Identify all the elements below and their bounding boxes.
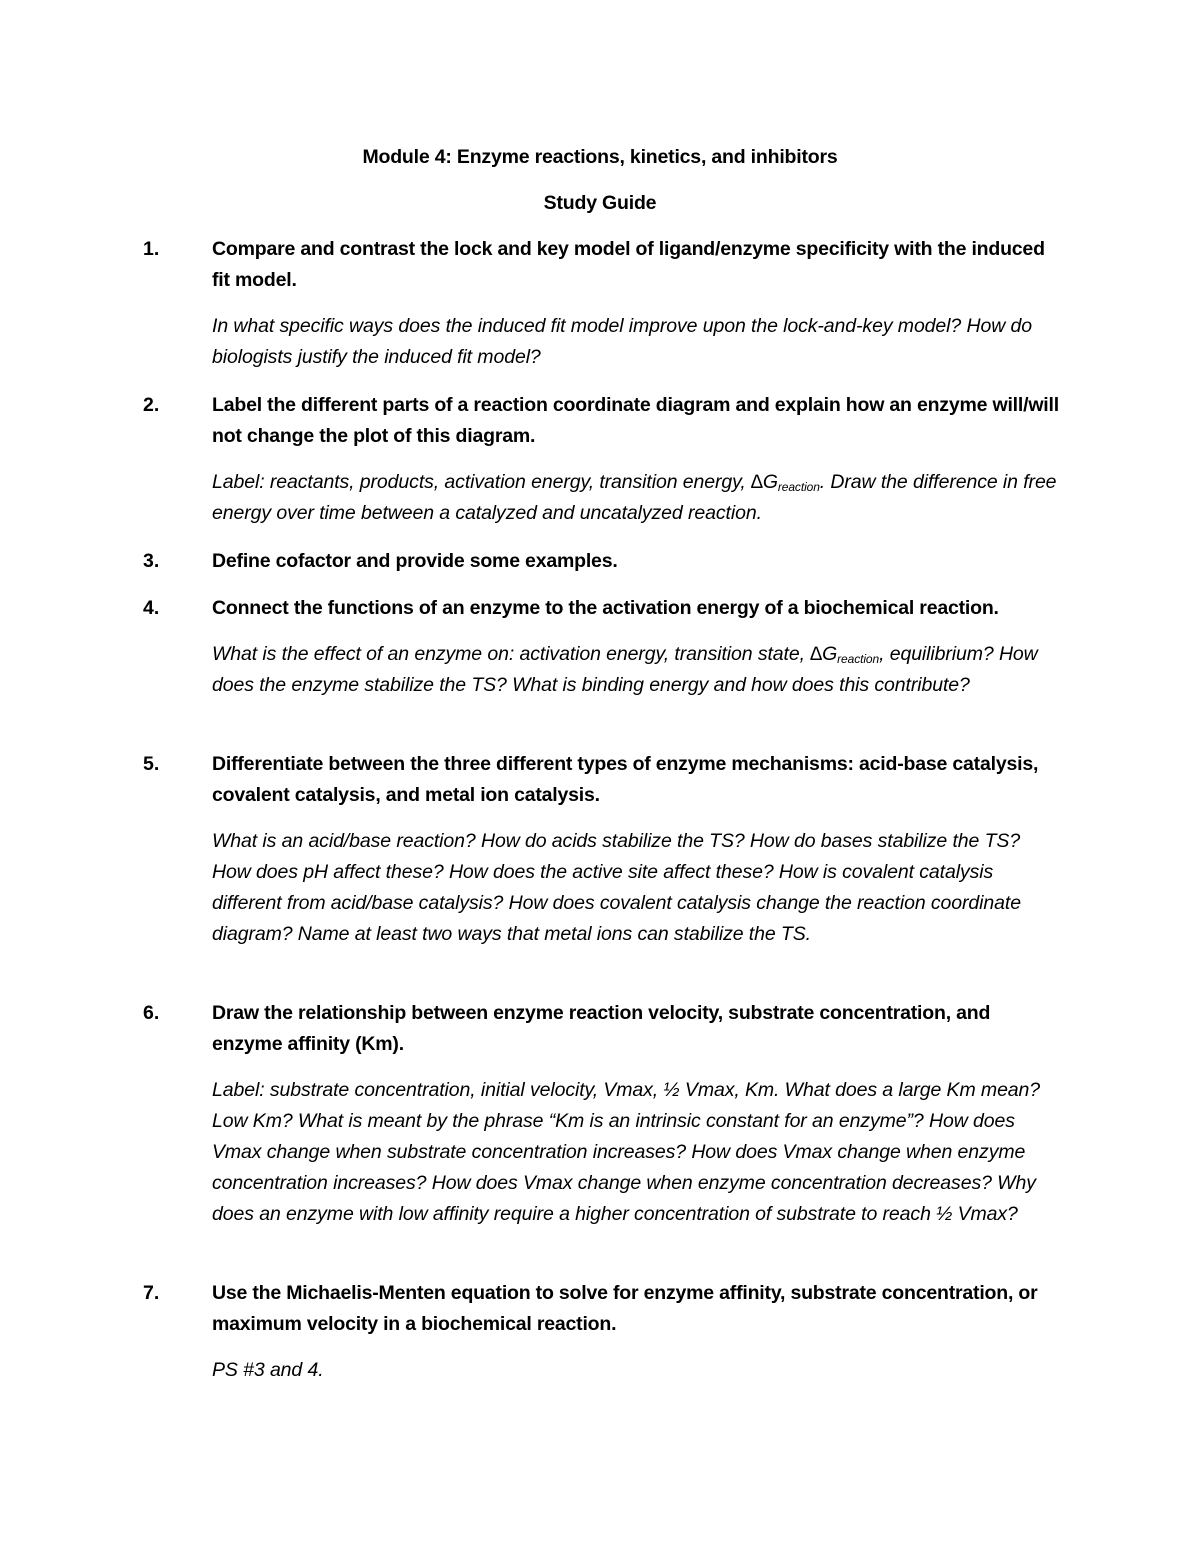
question-note: PS #3 and 4. [212, 1359, 324, 1381]
question-number: 6. [143, 1002, 160, 1024]
question-number: 7. [143, 1282, 160, 1304]
question-text: Draw the relationship between enzyme reaction velocity, substrate concentration, and enzyme affinity (Km). [212, 1002, 991, 1055]
page-title: Module 4: Enzyme reactions, kinetics, and inhibitors [362, 146, 838, 168]
question-number: 4. [143, 597, 160, 619]
question-item-5 [143, 749, 1063, 950]
question-item-6 [143, 998, 1063, 1230]
delta-g-symbol: ∆G [810, 643, 838, 665]
question-number: 3. [143, 550, 160, 572]
question-text: Compare and contrast the lock and key model of ligand/enzyme specificity with the induced fit model. [212, 238, 1045, 291]
note-text-after: , equilibrium? How does the enzyme stabilize the TS? What is binding energy and how does this contribute? [212, 643, 1038, 696]
question-number: 2. [143, 394, 160, 416]
question-item-1 [143, 234, 1063, 373]
question-note: What is an acid/base reaction? How do acids stabilize the TS? How do bases stabilize the TS? How does pH affect these? How does the active site affect these? How is covalent catalysis different from acid/base catalysis? How does covalent catalysis change the reaction coordinate diagram? Name at least two ways that metal ions can stabilize the TS. [212, 830, 1021, 945]
question-text: Define cofactor and provide some examples. [212, 550, 618, 572]
note-text-before: Label: reactants, products, activation energy, transition energy, [212, 471, 751, 493]
note-text-after: . Draw the difference in free energy over time between a catalyzed and uncatalyzed reaction. [212, 471, 1057, 524]
delta-g-subscript: reaction [837, 652, 880, 666]
page-subtitle: Study Guide [543, 192, 657, 214]
question-item-7 [143, 1278, 1063, 1386]
question-text: Differentiate between the three different types of enzyme mechanisms: acid-base catalysis, covalent catalysis, and metal ion catalysis. [212, 753, 1039, 806]
question-number: 1. [143, 238, 160, 260]
question-note [212, 639, 1063, 701]
delta-g-subscript: reaction [777, 480, 820, 494]
question-item-2 [143, 390, 1063, 529]
question-item-3 [143, 546, 1063, 577]
question-text: Connect the functions of an enzyme to the activation energy of a biochemical reaction. [212, 597, 999, 619]
delta-g-symbol: ∆G [750, 471, 778, 493]
question-note [212, 467, 1063, 529]
note-text-before: What is the effect of an enzyme on: activation energy, transition state, [212, 643, 811, 665]
question-text: Label the different parts of a reaction coordinate diagram and explain how an enzyme will/will not change the plot of this diagram. [212, 394, 1059, 447]
question-note: Label: substrate concentration, initial velocity, Vmax, ½ Vmax, Km. What does a large Km mean? Low Km? What is meant by the phrase “Km is an intrinsic constant for an enzyme”? How does Vmax change when substrate concentration increases? How does Vmax change when enzyme concentration increases? How does Vmax change when enzyme concentration decreases? Why does an enzyme with low affinity require a higher concentration of substrate to reach ½ Vmax? [212, 1079, 1041, 1225]
question-note: In what specific ways does the induced fit model improve upon the lock-and-key model? How do biologists justify the induced fit model? [212, 315, 1032, 368]
question-number: 5. [143, 753, 160, 775]
question-text: Use the Michaelis-Menten equation to solve for enzyme affinity, substrate concentration, or maximum velocity in a biochemical reaction. [212, 1282, 1038, 1335]
question-item-4 [143, 593, 1063, 701]
